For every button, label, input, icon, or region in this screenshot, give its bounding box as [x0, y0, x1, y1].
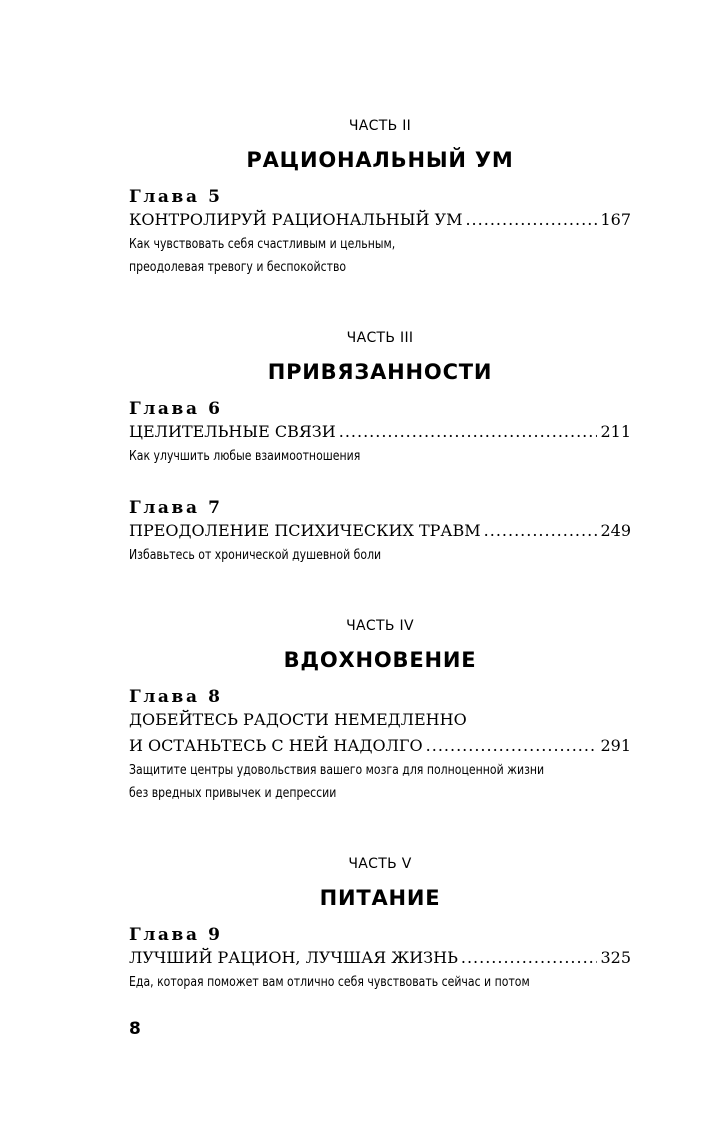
part-header — [129, 617, 631, 672]
table-of-contents — [129, 117, 631, 994]
toc-line[interactable] — [129, 518, 631, 544]
chapter-subtitle: Еда, которая поможет вам отлично себя чувствовать сейчас и потом — [129, 975, 530, 990]
chapter-subtitle: Избавьтесь от хронической душевной боли — [129, 548, 382, 563]
chapter-page-number: 249 — [600, 521, 631, 540]
page-number: 8 — [129, 1019, 141, 1039]
chapter-label: Глава 9 — [129, 925, 223, 945]
toc-line[interactable] — [129, 945, 631, 971]
chapter-subtitle: Защитите центры удовольствия вашего мозга для полноценной жизни — [129, 763, 545, 778]
chapter-subtitle: преодолевая тревогу и беспокойство — [129, 260, 347, 275]
part-header — [129, 329, 631, 384]
part-block — [129, 117, 631, 279]
part-block — [129, 617, 631, 805]
toc-line[interactable] — [129, 419, 631, 445]
part-header — [129, 117, 631, 172]
chapter-page-number: 291 — [600, 736, 631, 755]
part-block — [129, 329, 631, 567]
chapter-title: КОНТРОЛИРУЙ РАЦИОНАЛЬНЫЙ УМ — [129, 210, 463, 229]
part-title: РАЦИОНАЛЬНЫЙ УМ — [246, 148, 514, 172]
chapter-entry — [129, 187, 631, 279]
part-block — [129, 855, 631, 994]
part-label: ЧАСТЬ III — [346, 330, 414, 346]
toc-line[interactable] — [129, 733, 631, 759]
dot-leader — [461, 945, 598, 971]
chapter-title: ЦЕЛИТЕЛЬНЫЕ СВЯЗИ — [129, 422, 336, 441]
chapter-title: ПРЕОДОЛЕНИЕ ПСИХИЧЕСКИХ ТРАВМ — [129, 521, 481, 540]
chapter-label: Глава 5 — [129, 187, 223, 207]
chapter-subtitle: Как улучшить любые взаимоотношения — [129, 449, 361, 464]
toc-line[interactable] — [129, 207, 631, 233]
part-title: ВДОХНОВЕНИЕ — [283, 648, 477, 672]
chapter-label: Глава 7 — [129, 498, 223, 518]
chapter-title: И ОСТАНЬТЕСЬ С НЕЙ НАДОЛГО — [129, 736, 423, 755]
chapter-subtitle: Как чувствовать себя счастливым и цельным, — [129, 237, 396, 252]
part-label: ЧАСТЬ IV — [346, 618, 414, 634]
chapter-subtitle: без вредных привычек и депрессии — [129, 786, 337, 801]
chapter-page-number: 211 — [600, 422, 631, 441]
chapter-title-line: ДОБЕЙТЕСЬ РАДОСТИ НЕМЕДЛЕННО — [129, 710, 467, 729]
chapter-page-number: 167 — [600, 210, 631, 229]
part-header — [129, 855, 631, 910]
dot-leader — [465, 207, 597, 233]
chapter-label: Глава 8 — [129, 687, 223, 707]
dot-leader — [339, 419, 598, 445]
chapter-entry — [129, 498, 631, 567]
chapter-entry — [129, 687, 631, 805]
chapter-entry — [129, 399, 631, 468]
part-label: ЧАСТЬ II — [348, 118, 412, 134]
chapter-page-number: 325 — [600, 948, 631, 967]
dot-leader — [426, 733, 598, 759]
dot-leader — [484, 518, 598, 544]
part-title: ПИТАНИЕ — [319, 886, 441, 910]
chapter-label: Глава 6 — [129, 399, 223, 419]
chapter-title: ЛУЧШИЙ РАЦИОН, ЛУЧШАЯ ЖИЗНЬ — [129, 948, 458, 967]
part-label: ЧАСТЬ V — [348, 856, 412, 872]
chapter-entry — [129, 925, 631, 994]
part-title: ПРИВЯЗАННОСТИ — [267, 360, 493, 384]
